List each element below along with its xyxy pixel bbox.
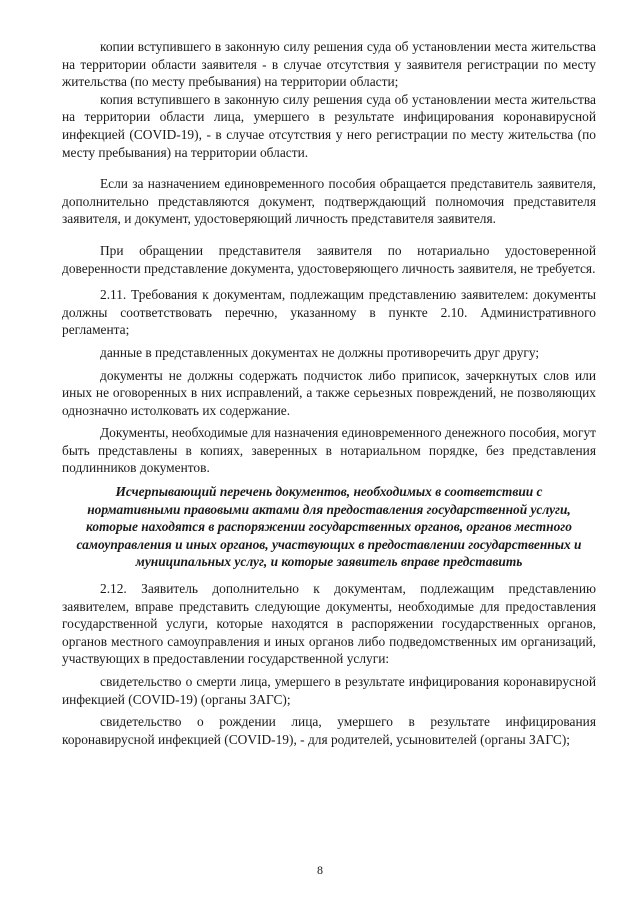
paragraph-death-certificate: свидетельство о смерти лица, умершего в результате инфицирования коронавирусной инфекцией (COVID-19) (органы ЗАГС); [62,674,596,707]
paragraph-no-corrections: документы не должны содержать подчисток либо приписок, зачеркнутых слов или иных не оговоренных в них исправлений, а также серьезных повреждений, не позволяющих однозначно истолковать их содержание. [62,367,596,418]
paragraph-court-decision-deceased: копия вступившего в законную силу решения суда об установлении места жительства на территории области лица, умершего в результате инфицирования коронавирусной инфекцией (COVID-19), - в случае отсутствия у него регистрации по месту жительства (по месту пребывания) на территории области. [62,91,596,160]
paragraph-court-decision-applicant: копии вступившего в законную силу решения суда об установлении места жительства на территории области заявителя - в случае отсутствия у заявителя регистрации по месту жительства (по месту пребывания) на территории области; [62,39,596,90]
paragraph-representative: Если за назначением единовременного пособия обращается представитель заявителя, дополнительно представляются документ, подтверждающий полномочия представителя заявителя, и документ, удостоверяющий личность представителя заявителя. [62,176,596,227]
paragraph-additional-2-12: 2.12. Заявитель дополнительно к документам, подлежащим представлению заявителем, вправе представить следующие документы, необходимые для предоставления государственной услуги, которые находятся в распоряжении государственных органов, органов местного самоуправления и иных органов либо подведомственных им организаций, участвующих в предоставлении государственной услуги: [62,581,596,667]
paragraph-no-contradictions: данные в представленных документах не должны противоречить друг другу; [100,344,540,360]
paragraph-notarized-power: При обращении представителя заявителя по нотариально удостоверенной доверенности представление документа, удостоверяющего личность заявителя, не требуется. [62,242,596,276]
paragraph-requirements-2-11: 2.11. Требования к документам, подлежащим представлению заявителем: документы должны соответствовать перечню, указанному в пункте 2.10. Административного регламента; [62,287,596,338]
paragraph-birth-certificate: свидетельство о рождении лица, умершего в результате инфицирования коронавирусной инфекцией (COVID-19), - для родителей, усыновителей (органы ЗАГС); [62,714,596,747]
section-heading: Исчерпывающий перечень документов, необходимых в соответствии с нормативными правовыми актами для предоставления государственной услуги, которые находятся в распоряжении государственных органов, органов местного самоуправления и иных органов, участвующих в предоставлении государственных и муниципальных услуг, и которые заявитель вправе представить [76,484,582,570]
paragraph-copies-notarized: Документы, необходимые для назначения единовременного денежного пособия, могут быть представлены в копиях, заверенных в нотариальном порядке, без представления подлинников документов. [62,425,596,476]
page-number: 8 [317,863,323,877]
